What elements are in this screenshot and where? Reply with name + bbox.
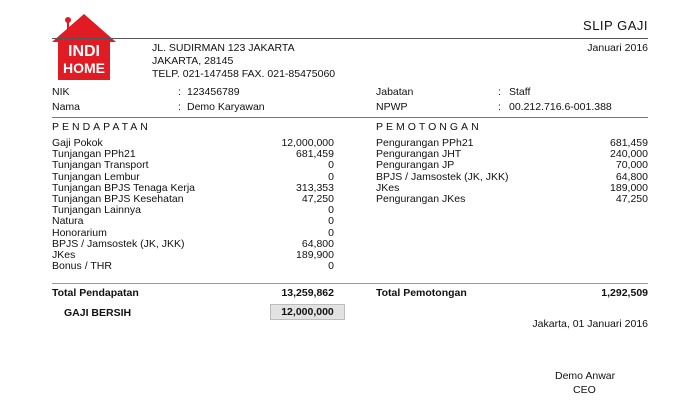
- total-deduction-label: Total Pemotongan: [376, 287, 467, 299]
- line-item-label: Pengurangan PPh21: [376, 137, 474, 149]
- income-heading: PENDAPATAN: [52, 121, 151, 133]
- total-income-label: Total Pendapatan: [52, 287, 139, 299]
- line-item-label: Pengurangan JKes: [376, 193, 466, 205]
- line-item: [52, 160, 334, 171]
- name-value: Demo Karyawan: [187, 101, 265, 113]
- line-item-label: Tunjangan Lembur: [52, 170, 140, 183]
- line-item-value: 47,250: [301, 193, 334, 205]
- line-item: [52, 228, 334, 239]
- line-item-label: Tunjangan BPJS Kesehatan: [52, 193, 184, 205]
- net-pay-label: GAJI BERSIH: [64, 307, 132, 319]
- line-item-label: JKes: [376, 181, 400, 194]
- signer-name: Demo Anwar: [555, 370, 616, 382]
- line-item-label: Tunjangan Lainnya: [52, 204, 141, 217]
- name-label: Nama: [52, 101, 81, 113]
- line-item-label: BPJS / Jamsostek (JK, JKK): [52, 237, 185, 250]
- line-item: [52, 216, 334, 227]
- line-item-label: Pengurangan JP: [376, 159, 455, 172]
- line-item-label: Honorarium: [52, 226, 107, 239]
- logo-line2: HOME: [63, 60, 105, 76]
- header-divider: [52, 38, 648, 39]
- line-item-label: Tunjangan PPh21: [52, 148, 136, 161]
- line-item-value: 47,250: [615, 193, 648, 205]
- line-item: [376, 172, 648, 183]
- line-item-label: Bonus / THR: [52, 260, 112, 273]
- jabatan-value: Staff: [509, 86, 531, 98]
- slip-title: SLIP GAJI: [583, 18, 648, 33]
- company-address-line2: JAKARTA, 28145: [152, 55, 234, 67]
- line-item-value: 681,459: [610, 137, 648, 149]
- line-item-value: 189,900: [296, 249, 334, 261]
- line-item-value: 681,459: [296, 148, 334, 161]
- line-item-label: Tunjangan BPJS Tenaga Kerja: [52, 181, 196, 194]
- totals-divider: [52, 283, 648, 284]
- line-item: [376, 160, 648, 171]
- company-phone: TELP. 021-147458 FAX. 021-85475060: [152, 68, 336, 80]
- info-divider: [52, 117, 648, 118]
- total-deduction-value: 1,292,509: [601, 287, 648, 299]
- line-item-label: JKes: [52, 249, 76, 261]
- line-item-value: 240,000: [610, 148, 648, 161]
- net-pay-value: 12,000,000: [270, 304, 345, 320]
- line-item-value: 0: [328, 215, 334, 228]
- indihome-logo: [50, 12, 118, 82]
- slip-period: Januari 2016: [587, 42, 648, 54]
- line-item-value: 0: [328, 260, 334, 273]
- nik-value: 123456789: [187, 86, 240, 98]
- jabatan-sep: :: [498, 86, 501, 98]
- line-item-value: 0: [328, 204, 334, 217]
- line-item-value: 189,000: [610, 181, 648, 194]
- jabatan-label: Jabatan: [376, 86, 414, 98]
- line-item-label: Gaji Pokok: [52, 137, 103, 149]
- line-item-value: 0: [328, 170, 334, 183]
- signer-title: CEO: [573, 384, 596, 396]
- total-income-value: 13,259,862: [281, 287, 334, 299]
- deduction-heading: PEMOTONGAN: [376, 121, 482, 133]
- line-item-label: Tunjangan Transport: [52, 159, 149, 172]
- npwp-sep: :: [498, 101, 501, 113]
- line-item-value: 70,000: [615, 159, 648, 172]
- line-item-label: Natura: [52, 215, 84, 228]
- name-sep: :: [178, 101, 181, 113]
- line-item-value: 64,800: [301, 237, 334, 250]
- line-item: [52, 172, 334, 183]
- line-item: [376, 194, 648, 205]
- line-item-value: 12,000,000: [281, 137, 334, 149]
- line-item-value: 313,353: [296, 181, 334, 194]
- line-item-value: 64,800: [615, 170, 648, 183]
- line-item: [52, 239, 334, 250]
- place-date: Jakarta, 01 Januari 2016: [532, 318, 648, 330]
- line-item-value: 0: [328, 159, 334, 172]
- line-item-label: Pengurangan JHT: [376, 148, 462, 161]
- nik-sep: :: [178, 86, 181, 98]
- npwp-label: NPWP: [376, 101, 408, 113]
- line-item-label: BPJS / Jamsostek (JK, JKK): [376, 170, 509, 183]
- npwp-value: 00.212.716.6-001.388: [509, 101, 612, 113]
- company-address-line1: JL. SUDIRMAN 123 JAKARTA: [152, 42, 295, 54]
- line-item-value: 0: [328, 226, 334, 239]
- logo-line1: INDI: [68, 43, 100, 60]
- nik-label: NIK: [52, 86, 70, 98]
- line-item: [52, 261, 334, 272]
- line-item: [52, 205, 334, 216]
